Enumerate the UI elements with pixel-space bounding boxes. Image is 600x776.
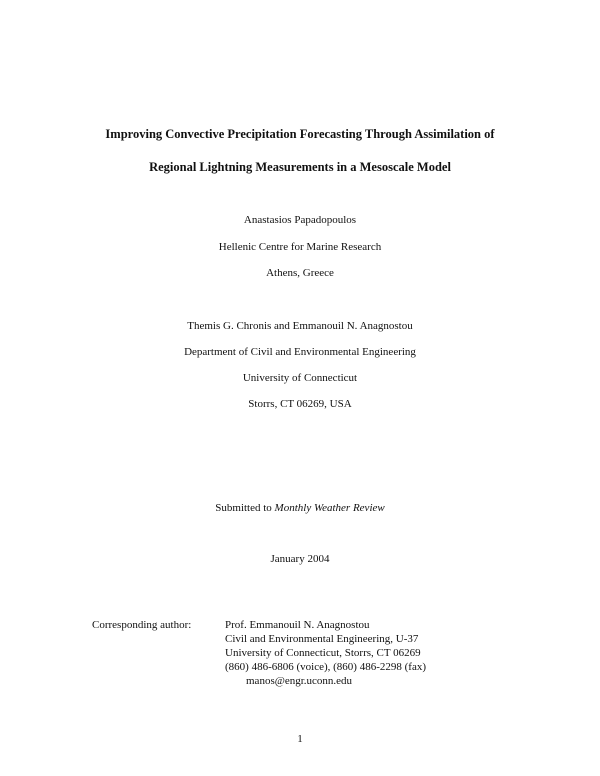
submission-prefix: Submitted to xyxy=(215,502,272,514)
author1-location: Athens, Greece xyxy=(266,267,334,279)
author2-address: Storrs, CT 06269, USA xyxy=(248,398,352,410)
submission-line xyxy=(0,502,600,514)
author2-names: Themis G. Chronis and Emmanouil N. Anagnostou xyxy=(187,320,413,332)
author1-name: Anastasios Papadopoulos xyxy=(243,214,357,226)
title-line-2: Regional Lightning Measurements in a Mesoscale Model xyxy=(149,160,451,174)
submission-date: January 2004 xyxy=(270,553,330,565)
author2-university: University of Connecticut xyxy=(242,372,358,384)
page-number: 1 xyxy=(297,733,303,745)
corresponding-phone: (860) 486-6806 (voice), (860) 486-2298 (fax) xyxy=(225,661,426,673)
corresponding-label: Corresponding author: xyxy=(92,619,192,631)
corresponding-department: Civil and Environmental Engineering, U-37 xyxy=(225,633,419,645)
author2-department: Department of Civil and Environmental Engineering xyxy=(184,346,416,358)
journal-name: Monthly Weather Review xyxy=(274,502,385,514)
corresponding-email: manos@engr.uconn.edu xyxy=(246,675,353,687)
title-line-1: Improving Convective Precipitation Forecasting Through Assimilation of xyxy=(105,127,495,141)
corresponding-university: University of Connecticut, Storrs, CT 06269 xyxy=(225,647,421,659)
author1-affiliation: Hellenic Centre for Marine Research xyxy=(218,241,382,253)
corresponding-name: Prof. Emmanouil N. Anagnostou xyxy=(225,619,370,631)
